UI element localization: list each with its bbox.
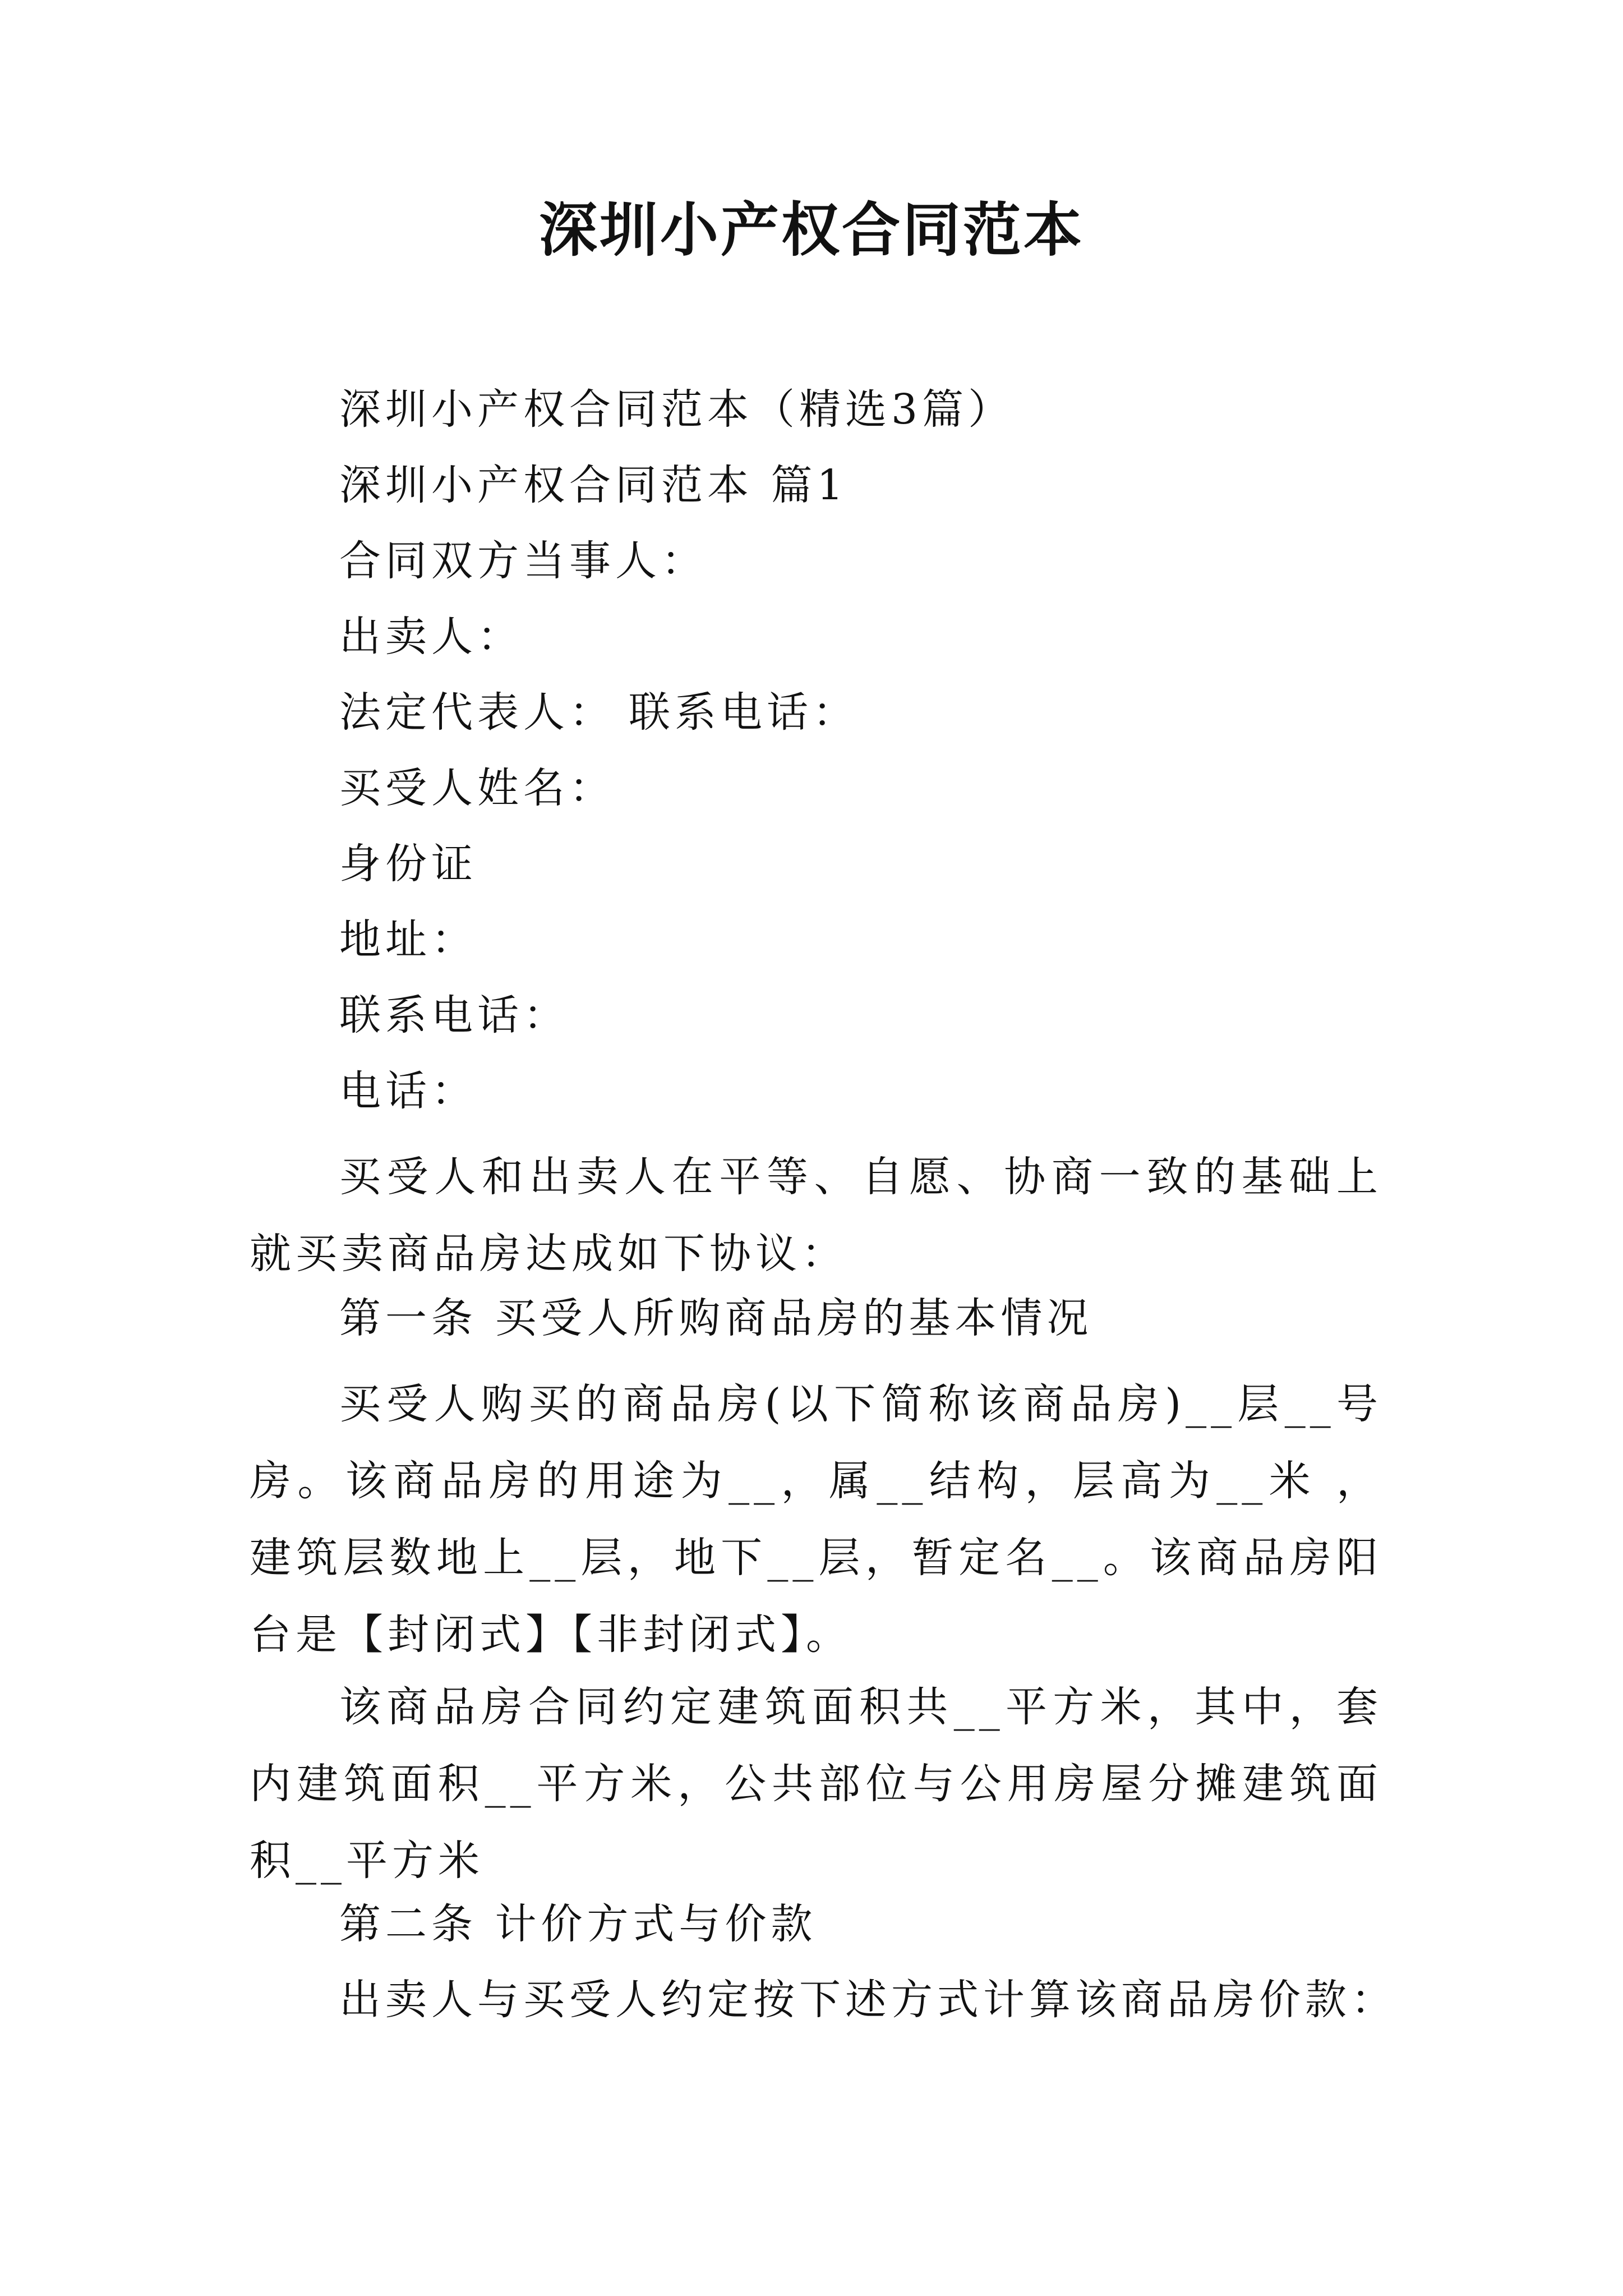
section-heading: 深圳小产权合同范本 篇1 <box>339 461 848 509</box>
buyer-phone-label: 联系电话： <box>339 991 569 1039</box>
article1-paragraph1: 买受人购买的商品房(以下简称该商品房)__层__号房。该商品房的用途为__，属__结构，层高为__米 ，建筑层数地上__层，地下__层，暂定名__。该商品房阳台是【封闭式】【非封闭式】。 <box>250 1380 1382 1659</box>
buyer-name-label: 买受人姓名： <box>339 764 615 812</box>
seller-phone-label: 联系电话： <box>629 688 859 737</box>
article1-paragraph2: 该商品房合同约定建筑面积共__平方米，其中，套内建筑面积__平方米，公共部位与公用房屋分摊建筑面积__平方米 <box>250 1683 1382 1885</box>
intro-paragraph: 买受人和出卖人在平等、自愿、协商一致的基础上就买卖商品房达成如下协议： <box>250 1153 1382 1278</box>
article1-heading: 第一条 买受人所购商品房的基本情况 <box>339 1294 1093 1342</box>
legal-rep-line <box>339 684 859 740</box>
document-title: 深圳小产权合同范本 <box>538 195 1084 264</box>
address-label: 地址： <box>339 915 477 964</box>
id-card-label: 身份证 <box>339 840 477 888</box>
legal-rep-label: 法定代表人： <box>339 688 615 737</box>
phone-label: 电话： <box>339 1067 477 1115</box>
parties-heading: 合同双方当事人： <box>339 537 707 585</box>
document-subtitle: 深圳小产权合同范本（精选3篇） <box>339 385 1015 434</box>
article2-paragraph: 出卖人与买受人约定按下述方式计算该商品房价款： <box>339 1976 1397 2024</box>
article2-heading: 第二条 计价方式与价款 <box>339 1900 817 1948</box>
seller-label: 出卖人： <box>339 613 523 661</box>
